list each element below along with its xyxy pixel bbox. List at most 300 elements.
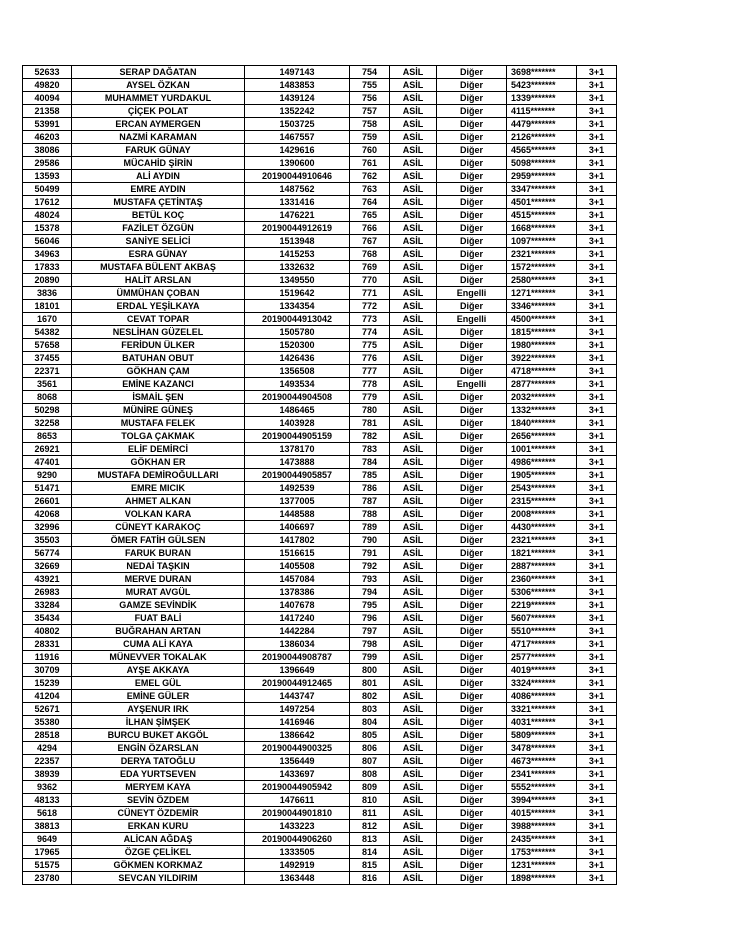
table-row bbox=[23, 456, 617, 469]
status-cell: ASİL bbox=[390, 404, 437, 417]
applicant-number-cell: 50499 bbox=[23, 183, 72, 196]
quota-type-cell: Diğer bbox=[437, 859, 507, 872]
quota-type-cell: Diğer bbox=[437, 651, 507, 664]
rank-number-cell: 783 bbox=[350, 443, 390, 456]
status-cell: ASİL bbox=[390, 274, 437, 287]
status-cell: ASİL bbox=[390, 170, 437, 183]
masked-tc-number-cell: 2877******* bbox=[507, 378, 577, 391]
applicant-number-cell: 3561 bbox=[23, 378, 72, 391]
quota-type-cell: Diğer bbox=[437, 300, 507, 313]
application-id-cell: 1493534 bbox=[245, 378, 350, 391]
application-id-cell: 1333505 bbox=[245, 846, 350, 859]
application-id-cell: 20190044908787 bbox=[245, 651, 350, 664]
rank-number-cell: 804 bbox=[350, 716, 390, 729]
housing-type-cell: 3+1 bbox=[577, 92, 617, 105]
application-id-cell: 1363448 bbox=[245, 872, 350, 885]
status-cell: ASİL bbox=[390, 131, 437, 144]
application-id-cell: 1433223 bbox=[245, 820, 350, 833]
full-name-cell: BATUHAN OBUT bbox=[72, 352, 245, 365]
quota-type-cell: Diğer bbox=[437, 183, 507, 196]
table-row bbox=[23, 430, 617, 443]
table-row bbox=[23, 170, 617, 183]
quota-type-cell: Diğer bbox=[437, 534, 507, 547]
applicant-number-cell: 53991 bbox=[23, 118, 72, 131]
applicant-number-cell: 26921 bbox=[23, 443, 72, 456]
applicant-number-cell: 48133 bbox=[23, 794, 72, 807]
applicant-number-cell: 9362 bbox=[23, 781, 72, 794]
table-row bbox=[23, 248, 617, 261]
quota-type-cell: Diğer bbox=[437, 209, 507, 222]
status-cell: ASİL bbox=[390, 261, 437, 274]
table-row bbox=[23, 612, 617, 625]
full-name-cell: CEVAT TOPAR bbox=[72, 313, 245, 326]
status-cell: ASİL bbox=[390, 521, 437, 534]
full-name-cell: ENGİN ÖZARSLAN bbox=[72, 742, 245, 755]
status-cell: ASİL bbox=[390, 586, 437, 599]
housing-type-cell: 3+1 bbox=[577, 716, 617, 729]
masked-tc-number-cell: 1271******* bbox=[507, 287, 577, 300]
application-id-cell: 1352242 bbox=[245, 105, 350, 118]
full-name-cell: MUSTAFA DEMİROĞULLARI bbox=[72, 469, 245, 482]
quota-type-cell: Diğer bbox=[437, 547, 507, 560]
housing-type-cell: 3+1 bbox=[577, 586, 617, 599]
housing-type-cell: 3+1 bbox=[577, 170, 617, 183]
housing-type-cell: 3+1 bbox=[577, 378, 617, 391]
full-name-cell: EMRE MICIK bbox=[72, 482, 245, 495]
application-id-cell: 1487562 bbox=[245, 183, 350, 196]
status-cell: ASİL bbox=[390, 508, 437, 521]
rank-number-cell: 803 bbox=[350, 703, 390, 716]
application-id-cell: 1390600 bbox=[245, 157, 350, 170]
rank-number-cell: 810 bbox=[350, 794, 390, 807]
status-cell: ASİL bbox=[390, 326, 437, 339]
applicant-number-cell: 4294 bbox=[23, 742, 72, 755]
application-id-cell: 1448588 bbox=[245, 508, 350, 521]
full-name-cell: MUSTAFA FELEK bbox=[72, 417, 245, 430]
rank-number-cell: 787 bbox=[350, 495, 390, 508]
application-id-cell: 20190044900325 bbox=[245, 742, 350, 755]
full-name-cell: EMRE AYDIN bbox=[72, 183, 245, 196]
quota-type-cell: Diğer bbox=[437, 144, 507, 157]
application-id-cell: 20190044905159 bbox=[245, 430, 350, 443]
status-cell: ASİL bbox=[390, 690, 437, 703]
rank-number-cell: 776 bbox=[350, 352, 390, 365]
table-row bbox=[23, 573, 617, 586]
housing-type-cell: 3+1 bbox=[577, 274, 617, 287]
housing-type-cell: 3+1 bbox=[577, 339, 617, 352]
housing-type-cell: 3+1 bbox=[577, 781, 617, 794]
applicant-number-cell: 11916 bbox=[23, 651, 72, 664]
masked-tc-number-cell: 4565******* bbox=[507, 144, 577, 157]
application-id-cell: 1492539 bbox=[245, 482, 350, 495]
application-id-cell: 20190044901810 bbox=[245, 807, 350, 820]
application-id-cell: 1483853 bbox=[245, 79, 350, 92]
quota-type-cell: Diğer bbox=[437, 729, 507, 742]
status-cell: ASİL bbox=[390, 352, 437, 365]
table-row bbox=[23, 92, 617, 105]
status-cell: ASİL bbox=[390, 664, 437, 677]
status-cell: ASİL bbox=[390, 573, 437, 586]
housing-type-cell: 3+1 bbox=[577, 755, 617, 768]
rank-number-cell: 794 bbox=[350, 586, 390, 599]
table-row bbox=[23, 157, 617, 170]
table-row bbox=[23, 521, 617, 534]
housing-type-cell: 3+1 bbox=[577, 794, 617, 807]
quota-type-cell: Diğer bbox=[437, 339, 507, 352]
applicant-number-cell: 41204 bbox=[23, 690, 72, 703]
rank-number-cell: 796 bbox=[350, 612, 390, 625]
masked-tc-number-cell: 1572******* bbox=[507, 261, 577, 274]
status-cell: ASİL bbox=[390, 742, 437, 755]
full-name-cell: İSMAİL ŞEN bbox=[72, 391, 245, 404]
full-name-cell: EMİNE KAZANCI bbox=[72, 378, 245, 391]
applicant-number-cell: 35503 bbox=[23, 534, 72, 547]
applicant-number-cell: 15378 bbox=[23, 222, 72, 235]
rank-number-cell: 770 bbox=[350, 274, 390, 287]
applicant-number-cell: 29586 bbox=[23, 157, 72, 170]
housing-type-cell: 3+1 bbox=[577, 859, 617, 872]
application-id-cell: 1417802 bbox=[245, 534, 350, 547]
rank-number-cell: 800 bbox=[350, 664, 390, 677]
full-name-cell: SEVİN ÖZDEM bbox=[72, 794, 245, 807]
housing-type-cell: 3+1 bbox=[577, 534, 617, 547]
full-name-cell: AYSEL ÖZKAN bbox=[72, 79, 245, 92]
full-name-cell: ERDAL YEŞİLKAYA bbox=[72, 300, 245, 313]
full-name-cell: MÜCAHİD ŞİRİN bbox=[72, 157, 245, 170]
applicant-number-cell: 32996 bbox=[23, 521, 72, 534]
quota-type-cell: Diğer bbox=[437, 92, 507, 105]
applicant-number-cell: 50298 bbox=[23, 404, 72, 417]
rank-number-cell: 766 bbox=[350, 222, 390, 235]
full-name-cell: ÖMER FATİH GÜLSEN bbox=[72, 534, 245, 547]
housing-type-cell: 3+1 bbox=[577, 729, 617, 742]
application-id-cell: 20190044906260 bbox=[245, 833, 350, 846]
status-cell: ASİL bbox=[390, 560, 437, 573]
status-cell: ASİL bbox=[390, 144, 437, 157]
rank-number-cell: 757 bbox=[350, 105, 390, 118]
housing-type-cell: 3+1 bbox=[577, 599, 617, 612]
table-row bbox=[23, 638, 617, 651]
masked-tc-number-cell: 2008******* bbox=[507, 508, 577, 521]
masked-tc-number-cell: 2219******* bbox=[507, 599, 577, 612]
application-id-cell: 1405508 bbox=[245, 560, 350, 573]
application-id-cell: 1433697 bbox=[245, 768, 350, 781]
table-row bbox=[23, 313, 617, 326]
quota-type-cell: Diğer bbox=[437, 248, 507, 261]
quota-type-cell: Diğer bbox=[437, 768, 507, 781]
full-name-cell: BETÜL KOÇ bbox=[72, 209, 245, 222]
table-row bbox=[23, 820, 617, 833]
masked-tc-number-cell: 2032******* bbox=[507, 391, 577, 404]
application-id-cell: 1426436 bbox=[245, 352, 350, 365]
full-name-cell: AHMET ALKAN bbox=[72, 495, 245, 508]
masked-tc-number-cell: 3994******* bbox=[507, 794, 577, 807]
housing-type-cell: 3+1 bbox=[577, 235, 617, 248]
full-name-cell: EDA YURTSEVEN bbox=[72, 768, 245, 781]
full-name-cell: DERYA TATOĞLU bbox=[72, 755, 245, 768]
rank-number-cell: 815 bbox=[350, 859, 390, 872]
rank-number-cell: 807 bbox=[350, 755, 390, 768]
full-name-cell: FARUK BURAN bbox=[72, 547, 245, 560]
table-row bbox=[23, 144, 617, 157]
masked-tc-number-cell: 3321******* bbox=[507, 703, 577, 716]
applicant-number-cell: 28518 bbox=[23, 729, 72, 742]
application-id-cell: 1505780 bbox=[245, 326, 350, 339]
masked-tc-number-cell: 1821******* bbox=[507, 547, 577, 560]
quota-type-cell: Diğer bbox=[437, 404, 507, 417]
table-row bbox=[23, 833, 617, 846]
full-name-cell: İLHAN ŞİMŞEK bbox=[72, 716, 245, 729]
rank-number-cell: 781 bbox=[350, 417, 390, 430]
applicant-number-cell: 38813 bbox=[23, 820, 72, 833]
housing-type-cell: 3+1 bbox=[577, 469, 617, 482]
housing-type-cell: 3+1 bbox=[577, 430, 617, 443]
table-row bbox=[23, 560, 617, 573]
rank-number-cell: 758 bbox=[350, 118, 390, 131]
applicant-number-cell: 1670 bbox=[23, 313, 72, 326]
quota-type-cell: Diğer bbox=[437, 352, 507, 365]
rank-number-cell: 795 bbox=[350, 599, 390, 612]
status-cell: ASİL bbox=[390, 443, 437, 456]
status-cell: ASİL bbox=[390, 703, 437, 716]
application-id-cell: 20190044905857 bbox=[245, 469, 350, 482]
applicant-number-cell: 17612 bbox=[23, 196, 72, 209]
housing-type-cell: 3+1 bbox=[577, 495, 617, 508]
status-cell: ASİL bbox=[390, 625, 437, 638]
masked-tc-number-cell: 2577******* bbox=[507, 651, 577, 664]
application-id-cell: 1457084 bbox=[245, 573, 350, 586]
table-row bbox=[23, 859, 617, 872]
full-name-cell: GAMZE SEVİNDİK bbox=[72, 599, 245, 612]
quota-type-cell: Diğer bbox=[437, 417, 507, 430]
application-id-cell: 1396649 bbox=[245, 664, 350, 677]
status-cell: ASİL bbox=[390, 833, 437, 846]
full-name-cell: ELİF DEMİRCİ bbox=[72, 443, 245, 456]
full-name-cell: NEDAİ TAŞKIN bbox=[72, 560, 245, 573]
applicant-number-cell: 51471 bbox=[23, 482, 72, 495]
status-cell: ASİL bbox=[390, 469, 437, 482]
full-name-cell: FAZİLET ÖZGÜN bbox=[72, 222, 245, 235]
application-id-cell: 1356449 bbox=[245, 755, 350, 768]
housing-type-cell: 3+1 bbox=[577, 222, 617, 235]
status-cell: ASİL bbox=[390, 287, 437, 300]
table-row bbox=[23, 872, 617, 885]
table-row bbox=[23, 300, 617, 313]
applicant-number-cell: 17833 bbox=[23, 261, 72, 274]
masked-tc-number-cell: 2315******* bbox=[507, 495, 577, 508]
status-cell: ASİL bbox=[390, 66, 437, 79]
rank-number-cell: 788 bbox=[350, 508, 390, 521]
table-row bbox=[23, 807, 617, 820]
quota-type-cell: Diğer bbox=[437, 274, 507, 287]
status-cell: ASİL bbox=[390, 300, 437, 313]
status-cell: ASİL bbox=[390, 482, 437, 495]
table-row bbox=[23, 690, 617, 703]
quota-type-cell: Diğer bbox=[437, 612, 507, 625]
full-name-cell: AYŞE AKKAYA bbox=[72, 664, 245, 677]
status-cell: ASİL bbox=[390, 339, 437, 352]
rank-number-cell: 791 bbox=[350, 547, 390, 560]
housing-type-cell: 3+1 bbox=[577, 456, 617, 469]
full-name-cell: SANİYE SELİCİ bbox=[72, 235, 245, 248]
full-name-cell: MÜNİRE GÜNEŞ bbox=[72, 404, 245, 417]
rank-number-cell: 802 bbox=[350, 690, 390, 703]
applicant-number-cell: 40094 bbox=[23, 92, 72, 105]
quota-type-cell: Diğer bbox=[437, 170, 507, 183]
masked-tc-number-cell: 4479******* bbox=[507, 118, 577, 131]
table-row bbox=[23, 339, 617, 352]
applicant-number-cell: 56774 bbox=[23, 547, 72, 560]
applicant-number-cell: 40802 bbox=[23, 625, 72, 638]
quota-type-cell: Diğer bbox=[437, 755, 507, 768]
rank-number-cell: 779 bbox=[350, 391, 390, 404]
housing-type-cell: 3+1 bbox=[577, 365, 617, 378]
table-row bbox=[23, 352, 617, 365]
rank-number-cell: 789 bbox=[350, 521, 390, 534]
full-name-cell: CÜNEYT ÖZDEMİR bbox=[72, 807, 245, 820]
full-name-cell: VOLKAN KARA bbox=[72, 508, 245, 521]
housing-type-cell: 3+1 bbox=[577, 313, 617, 326]
table-row bbox=[23, 664, 617, 677]
masked-tc-number-cell: 2656******* bbox=[507, 430, 577, 443]
applicant-number-cell: 26601 bbox=[23, 495, 72, 508]
table-row bbox=[23, 222, 617, 235]
applicant-number-cell: 26983 bbox=[23, 586, 72, 599]
status-cell: ASİL bbox=[390, 872, 437, 885]
masked-tc-number-cell: 2543******* bbox=[507, 482, 577, 495]
housing-type-cell: 3+1 bbox=[577, 391, 617, 404]
rank-number-cell: 785 bbox=[350, 469, 390, 482]
applicant-number-cell: 3836 bbox=[23, 287, 72, 300]
housing-type-cell: 3+1 bbox=[577, 742, 617, 755]
housing-type-cell: 3+1 bbox=[577, 820, 617, 833]
housing-type-cell: 3+1 bbox=[577, 209, 617, 222]
quota-type-cell: Diğer bbox=[437, 105, 507, 118]
full-name-cell: ERKAN KURU bbox=[72, 820, 245, 833]
quota-type-cell: Diğer bbox=[437, 625, 507, 638]
masked-tc-number-cell: 2321******* bbox=[507, 248, 577, 261]
quota-type-cell: Diğer bbox=[437, 833, 507, 846]
status-cell: ASİL bbox=[390, 79, 437, 92]
masked-tc-number-cell: 4501******* bbox=[507, 196, 577, 209]
masked-tc-number-cell: 4031******* bbox=[507, 716, 577, 729]
table-row bbox=[23, 781, 617, 794]
full-name-cell: BURCU BUKET AKGÖL bbox=[72, 729, 245, 742]
rank-number-cell: 760 bbox=[350, 144, 390, 157]
rank-number-cell: 812 bbox=[350, 820, 390, 833]
quota-type-cell: Diğer bbox=[437, 443, 507, 456]
table-body bbox=[23, 66, 617, 885]
housing-type-cell: 3+1 bbox=[577, 807, 617, 820]
application-id-cell: 1439124 bbox=[245, 92, 350, 105]
quota-type-cell: Diğer bbox=[437, 508, 507, 521]
rank-number-cell: 778 bbox=[350, 378, 390, 391]
masked-tc-number-cell: 1332******* bbox=[507, 404, 577, 417]
rank-number-cell: 798 bbox=[350, 638, 390, 651]
quota-type-cell: Diğer bbox=[437, 846, 507, 859]
applicant-number-cell: 8653 bbox=[23, 430, 72, 443]
quota-type-cell: Diğer bbox=[437, 690, 507, 703]
table-row bbox=[23, 534, 617, 547]
rank-number-cell: 816 bbox=[350, 872, 390, 885]
applicant-number-cell: 49820 bbox=[23, 79, 72, 92]
application-id-cell: 20190044910646 bbox=[245, 170, 350, 183]
application-id-cell: 1415253 bbox=[245, 248, 350, 261]
masked-tc-number-cell: 2126******* bbox=[507, 131, 577, 144]
application-id-cell: 1417240 bbox=[245, 612, 350, 625]
full-name-cell: MERVE DURAN bbox=[72, 573, 245, 586]
table-row bbox=[23, 79, 617, 92]
quota-type-cell: Diğer bbox=[437, 794, 507, 807]
masked-tc-number-cell: 4515******* bbox=[507, 209, 577, 222]
application-id-cell: 1349550 bbox=[245, 274, 350, 287]
quota-type-cell: Diğer bbox=[437, 677, 507, 690]
application-id-cell: 1442284 bbox=[245, 625, 350, 638]
applicant-number-cell: 15239 bbox=[23, 677, 72, 690]
quota-type-cell: Diğer bbox=[437, 599, 507, 612]
quota-type-cell: Diğer bbox=[437, 664, 507, 677]
status-cell: ASİL bbox=[390, 92, 437, 105]
table-row bbox=[23, 274, 617, 287]
housing-type-cell: 3+1 bbox=[577, 508, 617, 521]
application-id-cell: 1429616 bbox=[245, 144, 350, 157]
quota-type-cell: Diğer bbox=[437, 521, 507, 534]
table-row bbox=[23, 391, 617, 404]
rank-number-cell: 762 bbox=[350, 170, 390, 183]
housing-type-cell: 3+1 bbox=[577, 846, 617, 859]
housing-type-cell: 3+1 bbox=[577, 612, 617, 625]
rank-number-cell: 811 bbox=[350, 807, 390, 820]
application-id-cell: 1332632 bbox=[245, 261, 350, 274]
status-cell: ASİL bbox=[390, 248, 437, 261]
rank-number-cell: 769 bbox=[350, 261, 390, 274]
full-name-cell: ÖZGE ÇELİKEL bbox=[72, 846, 245, 859]
quota-type-cell: Diğer bbox=[437, 235, 507, 248]
status-cell: ASİL bbox=[390, 365, 437, 378]
table-row bbox=[23, 235, 617, 248]
housing-type-cell: 3+1 bbox=[577, 261, 617, 274]
quota-type-cell: Diğer bbox=[437, 703, 507, 716]
quota-type-cell: Diğer bbox=[437, 638, 507, 651]
applicant-number-cell: 8068 bbox=[23, 391, 72, 404]
application-id-cell: 1513948 bbox=[245, 235, 350, 248]
quota-type-cell: Diğer bbox=[437, 573, 507, 586]
quota-type-cell: Diğer bbox=[437, 157, 507, 170]
status-cell: ASİL bbox=[390, 105, 437, 118]
housing-type-cell: 3+1 bbox=[577, 573, 617, 586]
table-row bbox=[23, 417, 617, 430]
full-name-cell: EMEL GÜL bbox=[72, 677, 245, 690]
application-id-cell: 1403928 bbox=[245, 417, 350, 430]
applicant-number-cell: 37455 bbox=[23, 352, 72, 365]
housing-type-cell: 3+1 bbox=[577, 183, 617, 196]
masked-tc-number-cell: 4500******* bbox=[507, 313, 577, 326]
applicant-number-cell: 18101 bbox=[23, 300, 72, 313]
masked-tc-number-cell: 4673******* bbox=[507, 755, 577, 768]
masked-tc-number-cell: 1980******* bbox=[507, 339, 577, 352]
housing-type-cell: 3+1 bbox=[577, 833, 617, 846]
rank-number-cell: 763 bbox=[350, 183, 390, 196]
applicant-number-cell: 22357 bbox=[23, 755, 72, 768]
masked-tc-number-cell: 4986******* bbox=[507, 456, 577, 469]
masked-tc-number-cell: 5098******* bbox=[507, 157, 577, 170]
applicant-number-cell: 54382 bbox=[23, 326, 72, 339]
status-cell: ASİL bbox=[390, 794, 437, 807]
full-name-cell: FERİDUN ÜLKER bbox=[72, 339, 245, 352]
rank-number-cell: 792 bbox=[350, 560, 390, 573]
status-cell: ASİL bbox=[390, 547, 437, 560]
rank-number-cell: 756 bbox=[350, 92, 390, 105]
